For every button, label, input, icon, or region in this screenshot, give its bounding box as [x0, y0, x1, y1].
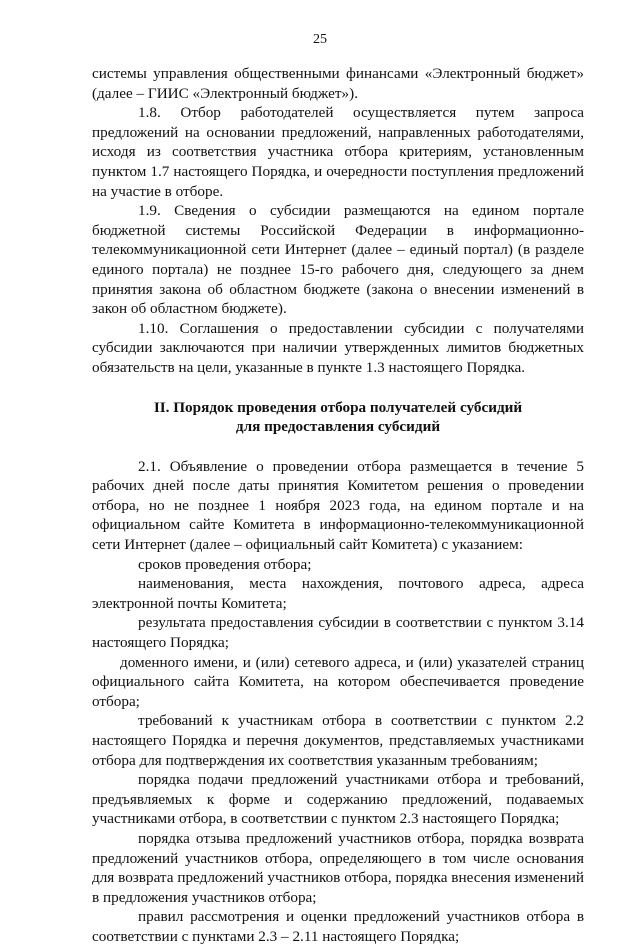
section-heading: [92, 398, 584, 437]
list-item: результата предоставления субсидии в соответствии с пунктом 3.14 настоящего Порядка;: [92, 614, 584, 652]
section-heading-line-1: II. Порядок проведения отбора получателей субсидий: [153, 398, 523, 416]
paragraph-2-1: 2.1. Объявление о проведении отбора размещается в течение 5 рабочих дней после даты принятия Комитетом решения о проведении отбора, но не позднее 1 ноября 2023 года, на едином портале и на официальном сайте Комитета в информационно-телекоммуникационной сети Интернет (далее – официальный сайт Комитета) с указанием:: [92, 457, 584, 554]
list-item: сроков проведения отбора;: [138, 555, 312, 573]
list-item: порядка подачи предложений участниками отбора и требований, предъявляемых к форме и содержанию предложений, подаваемых участниками отбора, в соответствии с пунктом 2.3 настоящего Порядка;: [92, 771, 584, 828]
section-heading-line-2: для предоставления субсидий: [235, 418, 441, 436]
paragraph-1-10: 1.10. Соглашения о предоставлении субсидии с получателями субсидии заключаются при наличии утвержденных лимитов бюджетных обязательств на цели, указанные в пункте 1.3 настоящего Порядка.: [92, 319, 584, 376]
list-item: порядка отзыва предложений участников отбора, порядка возврата предложений участников отбора, определяющего в том числе основания для возврата предложений участников отбора, порядка внесения изменений в предложения участников отбора;: [92, 829, 584, 906]
paragraph-continuation: системы управления общественными финансами «Электронный бюджет» (далее – ГИИС «Электронный бюджет»).: [92, 65, 584, 102]
list-item: правил рассмотрения и оценки предложений участников отбора в соответствии с пунктами 2.3 – 2.11 настоящего Порядка;: [92, 908, 584, 945]
paragraph-1-8: 1.8. Отбор работодателей осуществляется путем запроса предложений на основании предложений, направленных работодателями, исходя из соответствия участника отбора критериям, установленным пунктом 1.7 настоящего Порядка, и очередности поступления предложений на участие в отборе.: [92, 104, 584, 200]
list-item: наименования, места нахождения, почтового адреса, адреса электронной почты Комитета;: [92, 575, 584, 612]
list-item: требований к участникам отбора в соответствии с пунктом 2.2 настоящего Порядка и перечня документов, представляемых участниками отбора для подтверждения их соответствия указанным требованиям;: [92, 712, 584, 769]
document-body: [92, 64, 584, 947]
paragraph-1-9: 1.9. Сведения о субсидии размещаются на едином портале бюджетной системы Российской Федерации в информационно-телекоммуникационной сети Интернет (далее – единый портал) (в разделе единого портала) не позднее 15-го рабочего дня, следующего за днем принятия закона об областном бюджете (закона о внесении изменений в закон об областном бюджете).: [92, 202, 584, 318]
page-number: 25: [313, 32, 327, 47]
list-item: доменного имени, и (или) сетевого адреса, и (или) указателей страниц официального сайта Комитета, на котором обеспечивается проведение отбора;: [92, 653, 584, 710]
